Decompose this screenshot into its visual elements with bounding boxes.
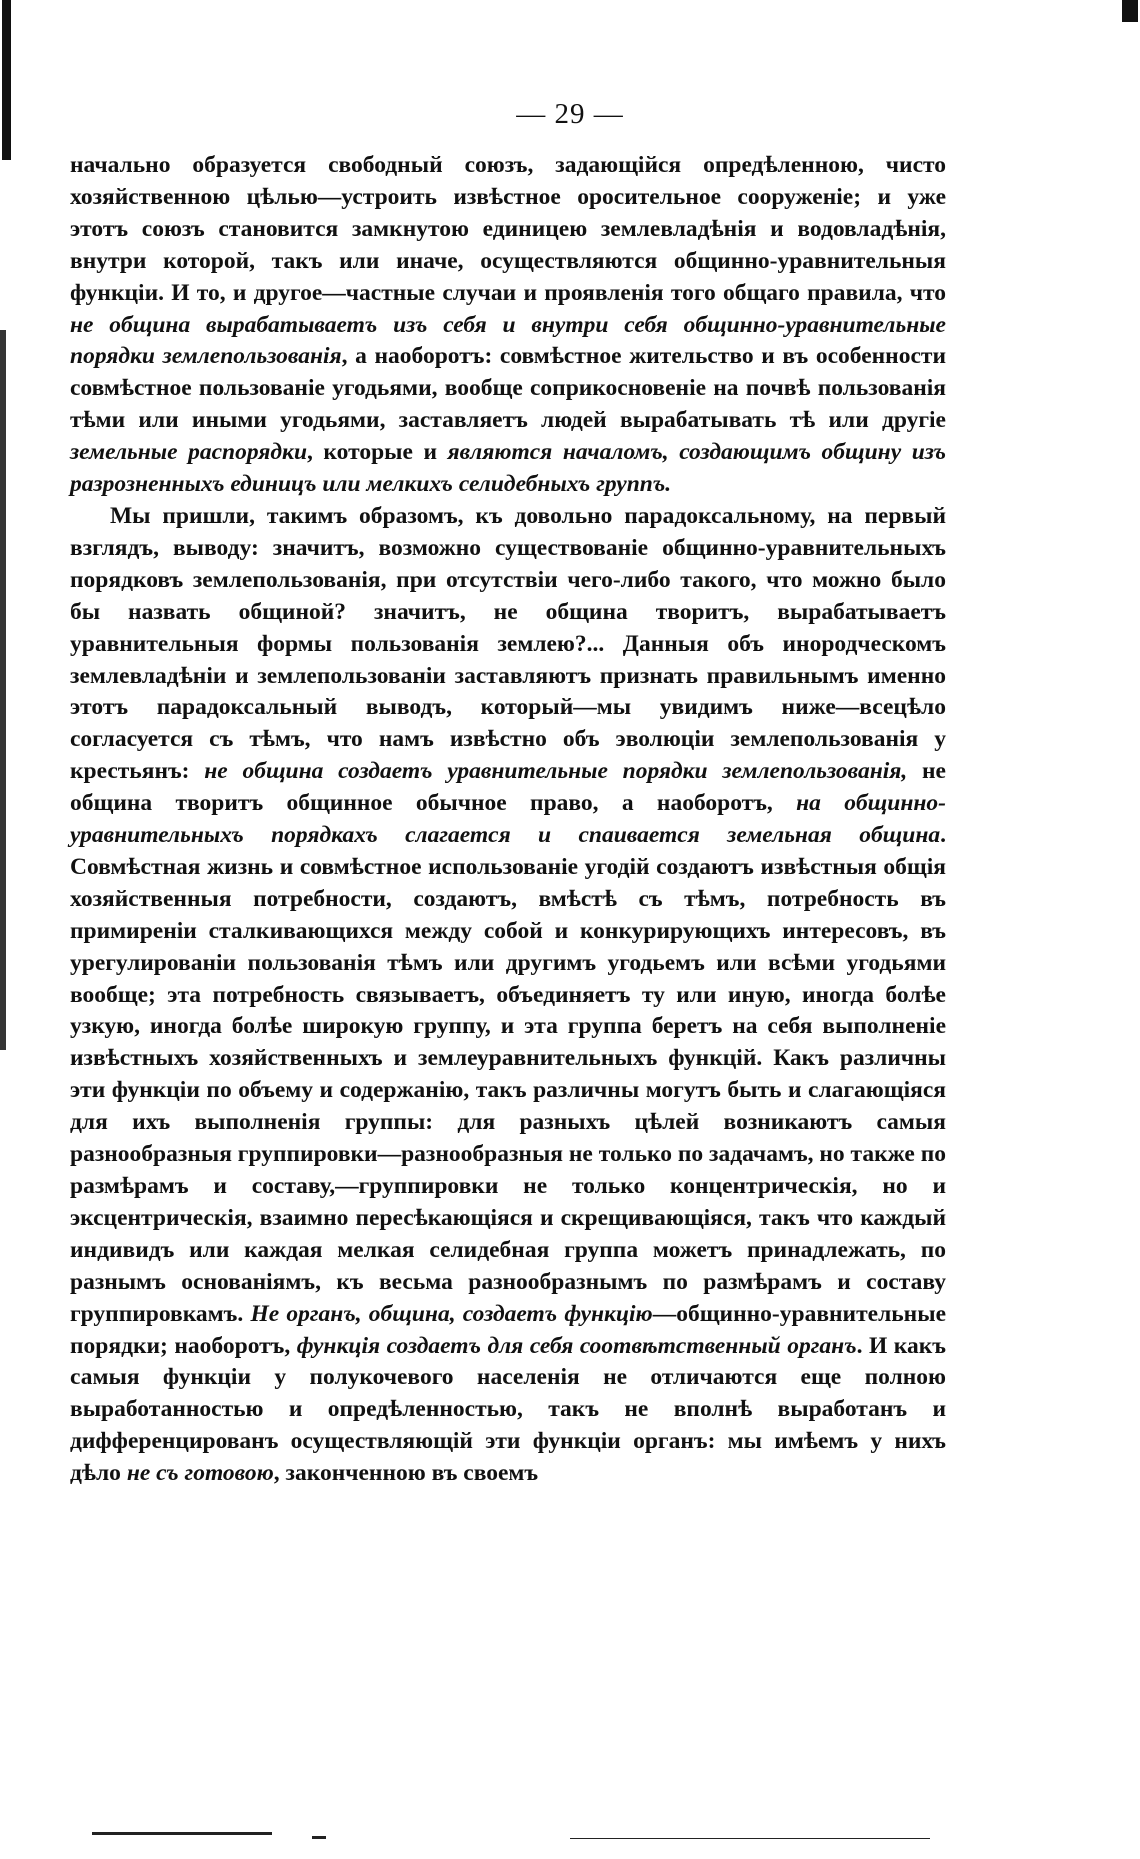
body-text bbox=[70, 150, 946, 1490]
text-run: , а наоборотъ: совмѣстное жительство и въ особенности совмѣстное пользованіе угодьями, вообще соприкосновеніе на почвѣ пользованія тѣми или иными угодьями, заставляетъ людей вырабатывать тѣ или другіе bbox=[70, 343, 946, 434]
bottom-rule-right bbox=[570, 1838, 930, 1839]
emphasized-text: Не органъ, община, создаетъ функцію bbox=[250, 1300, 653, 1327]
text-run: —общинно-уравнительные порядки; наоборотъ, bbox=[70, 1300, 946, 1359]
text-run: . И какъ самыя функціи у полукочевого населенія не отличаются еще полною выработанностью и опредѣленностью, такъ не вполнѣ выработанъ и дифференцированъ осуществляющій эти функціи органъ: мы имѣемъ у нихъ дѣло bbox=[70, 1332, 946, 1487]
scan-edge-left bbox=[2, 0, 11, 160]
bottom-rule-left bbox=[92, 1832, 272, 1835]
text-run: не община творитъ общинное обычное право, а наоборотъ, bbox=[70, 758, 946, 817]
text-run: Мы пришли, такимъ образомъ, къ довольно парадоксальному, на первый взглядъ, выводу: значитъ, возможно существованіе общинно-уравнительныхъ порядковъ землепользованія, при отсутствіи чего-либо такого, что можно было бы назвать общиной? значитъ, не община творитъ, вырабатываетъ уравнительныя формы пользованія землею?... Данныя объ инородческомъ землевладѣніи и землепользованіи заставляютъ признать правильнымъ именно этотъ парадоксальный выводъ, который—мы увидимъ ниже—всецѣло согласуется съ тѣмъ, что намъ извѣстно объ эволюціи землепользованія у крестьянъ: bbox=[70, 502, 946, 785]
paragraph-2 bbox=[70, 501, 946, 1490]
bottom-rule-mid bbox=[312, 1836, 326, 1839]
scan-edge-left-lower bbox=[0, 330, 6, 1050]
text-run: . Совмѣстная жизнь и совмѣстное использованіе угодій создаютъ извѣстныя общія хозяйственныя потребности, создаютъ, вмѣстѣ съ тѣмъ, потребность въ примиреніи сталкивающихся между собой и конкурирующихъ интересовъ, въ урегулированіи пользованія тѣмъ или другимъ угодьемъ или всѣми угодьями вообще; эта потребность связываетъ, объединяетъ ту или иную, иногда болѣе узкую, иногда болѣе широкую группу, и эта группа беретъ на себя выполненіе извѣстныхъ хозяйственныхъ и землеуравнительныхъ функцій. Какъ различны эти функціи по объему и содержанію, такъ различны могутъ быть и слагающіяся для ихъ выполненія группы: для разныхъ цѣлей возникаютъ самыя разнообразныя группировки—разнообразныя не только по задачамъ, но также по размѣрамъ и составу,—группировки не только концентрическія, но и эксцентрическія, взаимно пересѣкающіяся и скрещивающіяся, такъ что каждый индивидъ или каждая мелкая селидебная группа можетъ принадлежать, по разнымъ основаніямъ, къ весьма разнообразнымъ по размѣрамъ и составу группировкамъ. bbox=[70, 822, 947, 1327]
paragraph-1 bbox=[70, 150, 946, 501]
page-number: — 29 — bbox=[516, 98, 624, 130]
text-run: , законченною въ своемъ bbox=[273, 1460, 539, 1487]
emphasized-text: не община вырабатываетъ изъ себя и внутри себя общинно-уравнительные порядки землепользованія bbox=[70, 311, 946, 370]
text-run: , которые и bbox=[307, 439, 448, 466]
text-run: начально образуется свободный союзъ, задающійся опредѣленною, чисто хозяйственною цѣлью—устроить извѣстное оросительное сооруженіе; и уже этотъ союзъ становится замкнутою единицею землевладѣнія и водовладѣнія, внутри которой, такъ или иначе, осуществляются общинно-уравнительныя функціи. И то, и другое—частные случаи и проявленія того общаго правила, что bbox=[70, 152, 946, 306]
emphasized-text: не съ готовою bbox=[126, 1460, 274, 1487]
emphasized-text: не община создаетъ уравнительные порядки землепользованія, bbox=[204, 758, 908, 785]
scan-edge-top-right bbox=[1122, 0, 1138, 22]
emphasized-text: на общинно-уравнительныхъ порядкахъ слагается и спаивается земельная община bbox=[70, 790, 946, 849]
emphasized-text: земельные распорядки bbox=[70, 439, 308, 466]
emphasized-text: являются началомъ, создающимъ общину изъ разрозненныхъ единицъ или мелкихъ селидебныхъ группъ. bbox=[70, 439, 947, 498]
emphasized-text: функція создаетъ для себя соотвѣтственный органъ bbox=[296, 1332, 857, 1359]
